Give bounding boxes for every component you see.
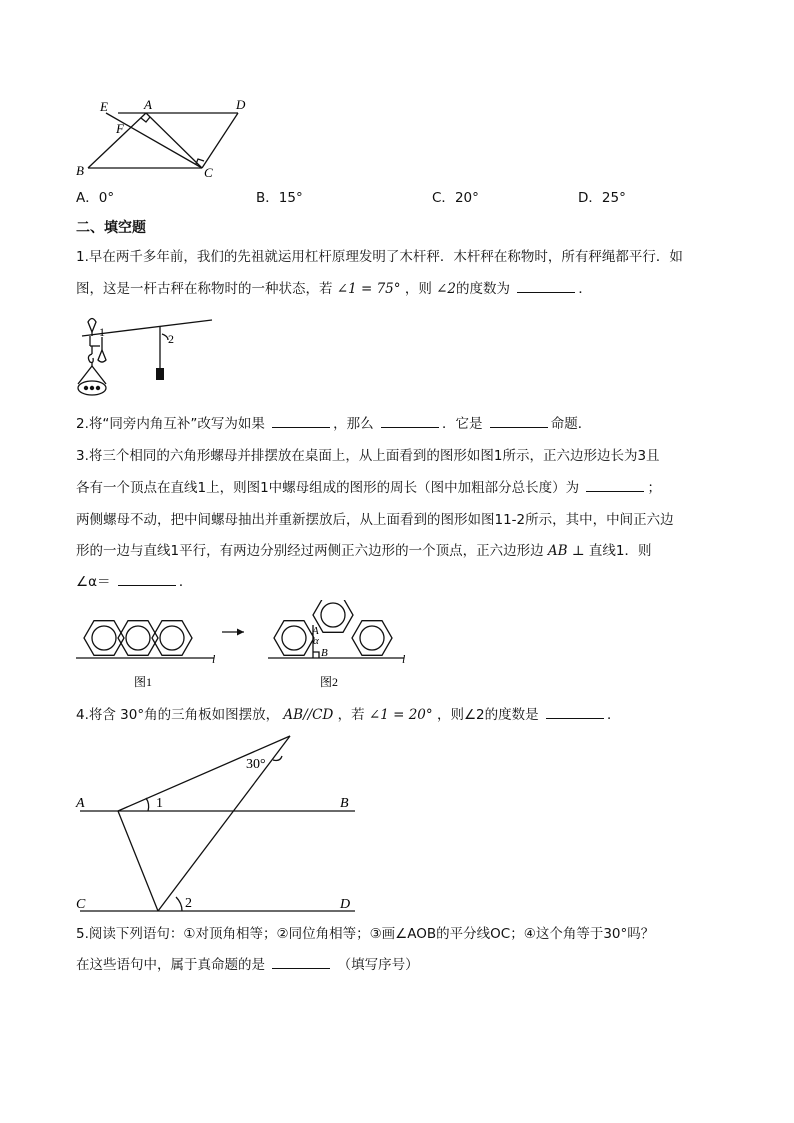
q5-text-b: （填写序号） (337, 957, 419, 973)
q3-line3: 两侧螺母不动，把中间螺母抽出并重新摆放后，从上面看到的图形如图11-2所示，其中，中间正六边 (76, 512, 674, 528)
option-a (76, 186, 114, 206)
option-value: 25° (601, 190, 626, 206)
line-l-label-1: l (212, 652, 216, 666)
hex-hole-middle (321, 603, 345, 627)
q4-angle-30: 30° (246, 757, 266, 772)
hex-hole-side-2 (360, 626, 384, 650)
label-C: C (204, 165, 213, 180)
q2-blank-3[interactable] (490, 414, 548, 428)
option-value: 15° (278, 190, 303, 206)
option-b (256, 186, 303, 206)
q4-blank[interactable] (546, 705, 604, 719)
hex-hole-3 (160, 626, 184, 650)
hex-nuts-figure (72, 600, 422, 692)
q2-text-c: ．它是 (441, 416, 483, 432)
q5-line1: 5.阅读下列语句：①对顶角相等；②同位角相等；③画∠AOB的平分线OC；④这个角等于30°吗？ (76, 926, 655, 942)
fig1-caption: 图1 (134, 675, 153, 689)
hex-hole-2 (126, 626, 150, 650)
q2-text-d: 命题． (550, 416, 592, 432)
q3-line5 (76, 572, 192, 592)
option-letter: C． (432, 190, 455, 206)
label-B: B (76, 163, 84, 178)
q4-label-D: D (340, 897, 351, 912)
fig2-caption: 图2 (320, 675, 339, 689)
q3-end-b: ． (178, 574, 193, 590)
line-l-label-2: l (402, 652, 406, 666)
q4-angle-1: 1 (156, 796, 163, 811)
q4-text-c: ，则∠2的度数是 (436, 707, 539, 723)
angle-2-label: 2 (168, 332, 174, 346)
label-A: A (144, 97, 152, 112)
q4-label-C: C (76, 897, 86, 912)
q3-line2 (76, 478, 661, 498)
q2-line (76, 414, 591, 434)
option-c (432, 186, 479, 206)
option-letter: A． (76, 190, 99, 206)
q1-text-c: 的度数为 (456, 281, 511, 297)
q4-cond: ∠1 = 20° (368, 707, 433, 723)
point-A-label: A (312, 625, 319, 637)
section-title: 二、填空题 (76, 220, 146, 236)
q5-text-a: 在这些语句中，属于真命题的是 (76, 957, 265, 973)
q1-text-b: ，则 (404, 281, 432, 297)
q4-text-a: 4.将含 30°角的三角板如图摆放， (76, 707, 280, 723)
q1-answer-blank[interactable] (517, 279, 575, 293)
q1-text-a: 图，这是一杆古秤在称物时的一种状态，若 (76, 281, 333, 297)
hex-hole-side-1 (282, 626, 306, 650)
point-B-label: B (321, 647, 328, 659)
q3-ab: AB ⊥ (547, 543, 585, 559)
q4-label-B: B (340, 796, 349, 811)
q3-text-b: 形的一边与直线1平行，有两边分别经过两侧正六边形的一个顶点，正六边形边 (76, 543, 544, 559)
q5-line2 (76, 955, 419, 975)
q4-label-A: A (76, 796, 85, 811)
q3-line4 (76, 541, 651, 561)
steelyard-figure (72, 310, 217, 400)
q1-line1: 1.早在两千多年前，我们的先祖就运用杠杆原理发明了木杆秤．木杆秤在称物时，所有秤绳都平行．如 (76, 249, 683, 265)
q2-text-a: 2.将“同旁内角互补”改写为如果 (76, 416, 265, 432)
q3-alpha-text: ∠α＝ (76, 574, 111, 590)
q4-text-b: ，若 (337, 707, 365, 723)
right-angle-mark (313, 652, 319, 658)
option-value: 0° (98, 190, 115, 206)
q2-blank-1[interactable] (272, 414, 330, 428)
q1-line2 (76, 279, 592, 299)
alpha-label: α (313, 635, 319, 647)
q3-line1: 3.将三个相同的六角形螺母并排摆放在桌面上，从上面看到的图形如图1所示，正六边形边长为3且 (76, 448, 660, 464)
q2-text-b: ，那么 (333, 416, 374, 432)
q2-blank-2[interactable] (381, 414, 439, 428)
label-D: D (236, 97, 246, 112)
angle-1-label: 1 (99, 325, 105, 339)
option-d (578, 186, 626, 206)
q5-blank[interactable] (272, 955, 330, 969)
q1-angle-cond: ∠1 = 75° (336, 281, 401, 297)
q3-blank-2[interactable] (118, 572, 176, 586)
q1-angle-ask: ∠2 (436, 281, 457, 297)
label-F: F (116, 121, 124, 136)
hex-hole-1 (92, 626, 116, 650)
q3-blank-1[interactable] (586, 478, 644, 492)
parallelogram-figure (70, 95, 260, 185)
q1-end: ． (578, 281, 592, 297)
q3-text-c: 直线1．则 (588, 543, 652, 559)
q3-end-a: ； (647, 480, 661, 496)
option-letter: D． (578, 190, 602, 206)
triangle-parallel-figure (70, 730, 370, 920)
q4-angle-2: 2 (185, 896, 192, 911)
q4-parallel: AB//CD (283, 707, 334, 723)
q4-line (76, 705, 620, 725)
q3-text-a: 各有一个顶点在直线1上，则图1中螺母组成的图形的周长（图中加粗部分总长度）为 (76, 480, 580, 496)
q4-end: ． (606, 707, 621, 723)
option-letter: B． (256, 190, 279, 206)
option-value: 20° (454, 190, 479, 206)
label-E: E (100, 99, 108, 114)
